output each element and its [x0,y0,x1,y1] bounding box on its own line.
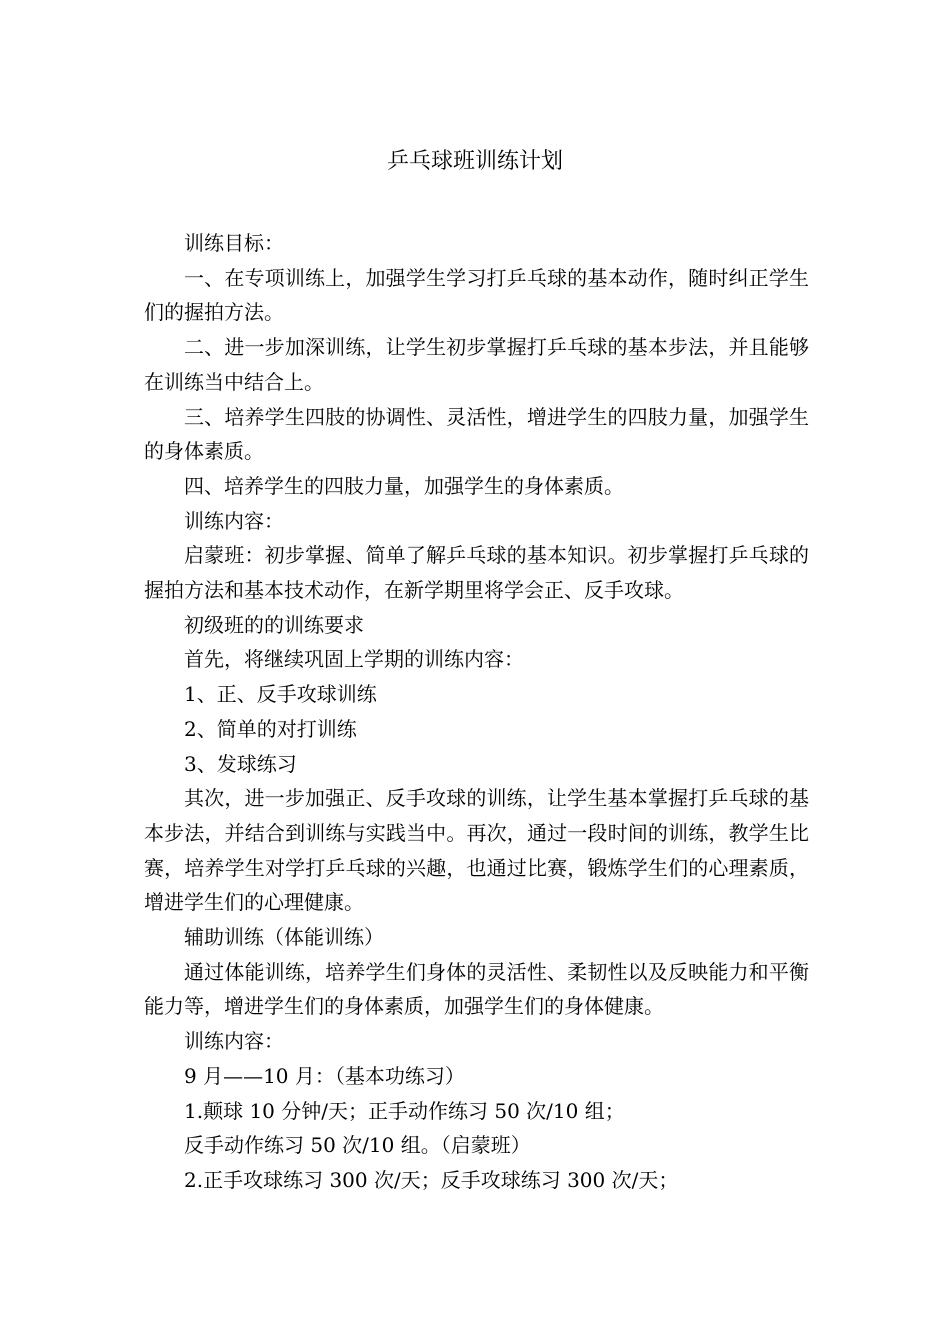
heading-training-content-2: 训练内容： [184,1029,284,1054]
list-item: 3、发球练习 [184,751,297,776]
goal-2: 二、进一步加深训练，让学生初步掌握打乒乓球的基本步法，并且能够在训练当中结合上。 [144,335,809,394]
page-title: 乒乓球班训练计划 [386,149,563,174]
next-steps-paragraph: 其次，进一步加强正、反手攻球的训练，让学生基本掌握打乒乓球的基本步法，并结合到训练与实践当中。再次，通过一段时间的训练，教学生比赛，培养学生对学打乒乓球的兴趣，也通过比赛，锻炼学生们的心理素质，增进学生们的心理健康。 [144,786,809,915]
schedule-item: 1.颠球 10 分钟/天；正手动作练习 50 次/10 组； [184,1098,625,1123]
elementary-class-heading: 初级班的的训练要求 [184,612,364,637]
auxiliary-training-heading: 辅助训练（体能训练） [184,925,384,950]
heading-training-goals: 训练目标： [184,231,284,255]
goal-4: 四、培养学生的四肢力量，加强学生的身体素质。 [184,473,624,498]
goal-1: 一、在专项训练上，加强学生学习打乒乓球的基本动作，随时纠正学生们的握拍方法。 [144,265,809,325]
list-item: 1、正、反手攻球训练 [184,682,377,707]
schedule-heading: 9 月——10 月：（基本功练习） [184,1063,465,1088]
beginner-class-paragraph: 启蒙班：初步掌握、简单了解乒乓球的基本知识。初步掌握打乒乓球的握拍方法和基本技术动作，在新学期里将学会正、反手攻球。 [144,543,809,603]
schedule-item: 2.正手攻球练习 300 次/天；反手攻球练习 300 次/天； [184,1167,679,1192]
physical-training-paragraph: 通过体能训练，培养学生们身体的灵活性、柔韧性以及反映能力和平衡能力等，增进学生们的身体素质，加强学生们的身体健康。 [144,959,809,1019]
first-step-paragraph: 首先，将继续巩固上学期的训练内容： [184,647,524,672]
schedule-item: 反手动作练习 50 次/10 组。（启蒙班） [184,1133,531,1158]
document-body [144,226,809,1198]
list-item: 2、简单的对打训练 [184,716,357,741]
heading-training-content: 训练内容： [184,508,284,533]
goal-3: 三、培养学生四肢的协调性、灵活性，增进学生的四肢力量，加强学生的身体素质。 [144,404,809,464]
